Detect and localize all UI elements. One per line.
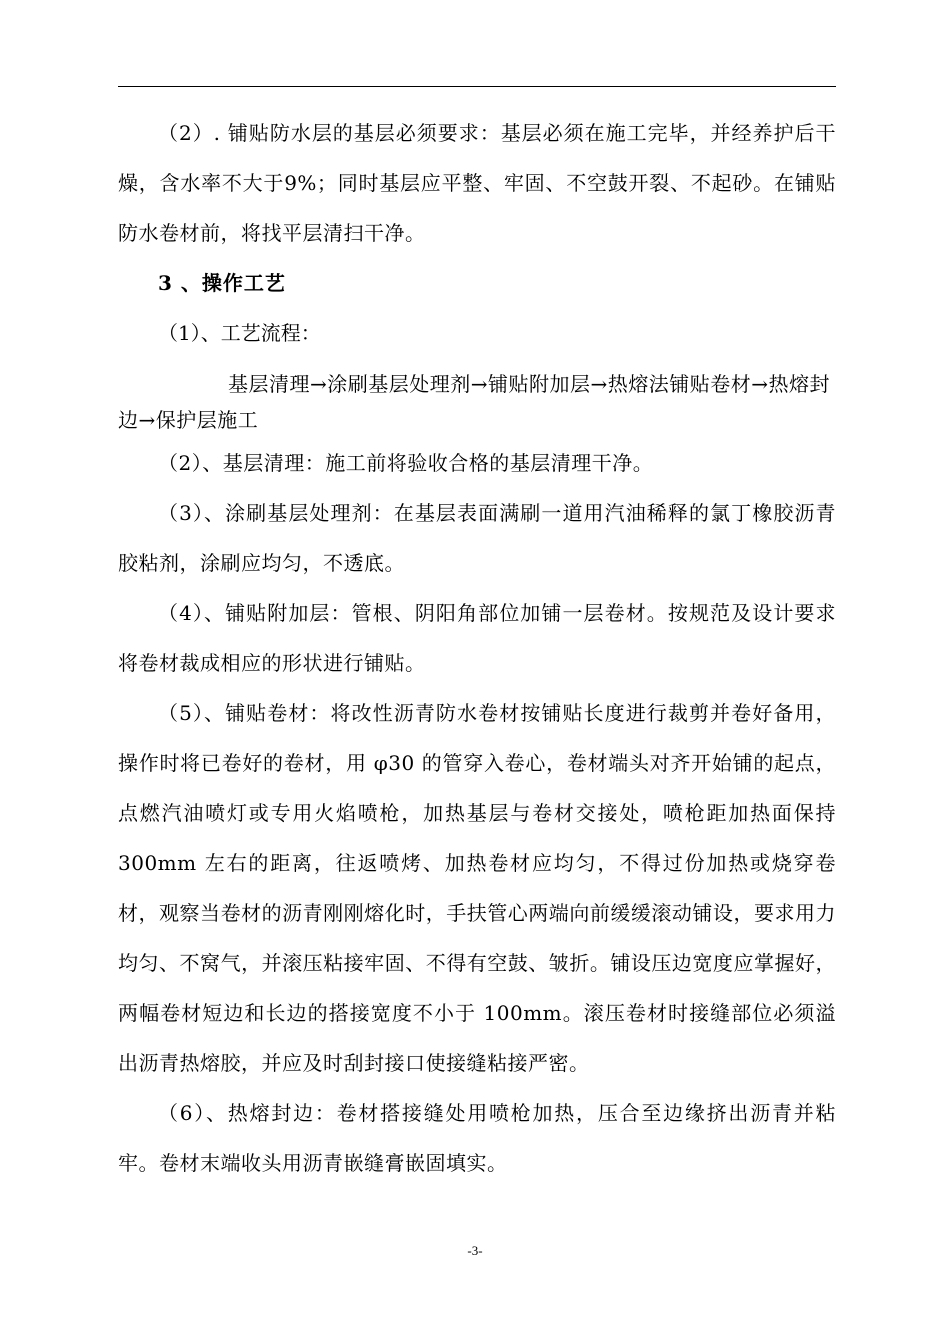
paragraph-base-requirements: （2）. 铺贴防水层的基层必须要求：基层必须在施工完毕，并经养护后干燥，含水率不大于9%；同时基层应平整、牢固、不空鼓开裂、不起砂。在铺贴防水卷材前，将找平层清扫干净。 — [118, 121, 836, 245]
paragraph-heat-sealing-edges: （6）、热熔封边：卷材搭接缝处用喷枪加热，压合至边缘挤出沥青并粘牢。卷材末端收头用沥青嵌缝膏嵌固填实。 — [118, 1101, 836, 1175]
paragraph-primer-coating: （3）、涂刷基层处理剂：在基层表面满刷一道用汽油稀释的氯丁橡胶沥青胶粘剂，涂刷应均匀，不透底。 — [118, 501, 836, 575]
process-flow-sequence: 基层清理→涂刷基层处理剂→铺贴附加层→热熔法铺贴卷材→热熔封边→保护层施工 — [118, 372, 831, 432]
document-body — [118, 108, 836, 1188]
header-rule — [118, 86, 836, 87]
paragraph-laying-membrane: （5）、铺贴卷材：将改性沥青防水卷材按铺贴长度进行裁剪并卷好备用，操作时将已卷好的卷材，用 φ30 的管穿入卷心，卷材端头对齐开始铺的起点，点燃汽油喷灯或专用火焰喷枪，加热基层与卷材交接处，喷枪距加热面保持 300mm 左右的距离，往返喷烤、加热卷材应均匀，不得过份加热或烧穿卷材，观察当卷材的沥青刚刚熔化时，手扶管心两端向前缓缓滚动铺设，要求用力均匀、不窝气，并滚压粘接牢固、不得有空鼓、皱折。铺设压边宽度应掌握好，两幅卷材短边和长边的搭接宽度不小于 100mm。滚压卷材时接缝部位必须溢出沥青热熔胶，并应及时刮封接口使接缝粘接严密。 — [118, 701, 836, 1075]
section-heading-operation-process: 3 、操作工艺 — [158, 271, 286, 295]
page-number: -3- — [467, 1243, 483, 1258]
paragraph-base-cleaning: （2）、基层清理：施工前将验收合格的基层清理干净。 — [158, 451, 654, 475]
step-process-flow-title: （1）、工艺流程： — [158, 321, 321, 345]
paragraph-additional-layer: （4）、铺贴附加层：管根、阴阳角部位加铺一层卷材。按规范及设计要求将卷材裁成相应的形状进行铺贴。 — [118, 601, 836, 675]
